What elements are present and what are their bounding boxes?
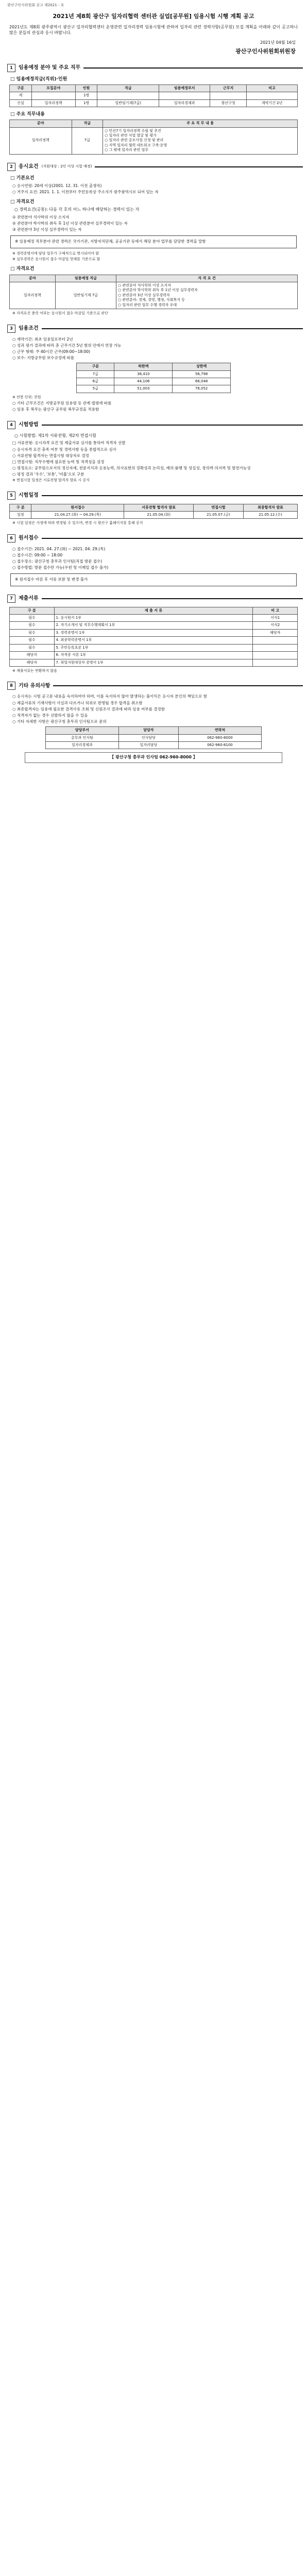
table-cell: 56,798	[173, 370, 231, 378]
list-item: ① 관련분야 석사학위 이상 소지자	[12, 215, 70, 220]
table-header: 담당자	[118, 727, 178, 734]
table-header: 임용예정 직급	[55, 275, 116, 282]
table-header: 제 출 서 류	[54, 607, 253, 614]
table-cell: 76,052	[173, 385, 231, 393]
list-item: ○ 거주지 요건: 2021. 1. 1. 이전부터 주민등록상 주소지가 광주광역시로 되어 있는 자	[12, 190, 159, 194]
qualification-table	[9, 275, 298, 310]
table-cell: 일자리담당	[118, 741, 178, 749]
table-row	[77, 378, 231, 385]
list-item: ○ 접수기간: 2021. 04. 27.(화) ~ 2021. 04. 29.(목)	[12, 546, 106, 551]
section-title: 원서접수	[19, 535, 39, 541]
table-cell: 38,410	[114, 370, 173, 378]
table-header: 인원	[75, 84, 97, 92]
section-title: 시험일정	[19, 492, 39, 498]
table-cell: 필수	[10, 622, 55, 629]
table-row	[10, 92, 298, 99]
table-cell: 21.05.07.(금)	[193, 512, 243, 519]
subheading: □ 기본요건	[10, 175, 35, 181]
table-row	[10, 637, 298, 644]
closing-contact: 【 광산구청 총무과 인사팀 062-960-8000 】	[25, 752, 282, 763]
table-row	[46, 741, 262, 749]
note: ※ 연봉 단위: 천원	[12, 395, 41, 399]
note: ※ 자격요건 충족 여부는 응시원서 접수 마감일 기준으로 판단	[12, 311, 108, 316]
application-box: ※ 원서접수 마감 후 서류 보완 및 변경 불가	[10, 573, 297, 586]
note: ※ 경력증명서에 담당 업무가 구체적으로 명시되어야 함	[12, 251, 99, 256]
table-cell: 21.04.27.(화) ~ 04.29.(목)	[31, 512, 124, 519]
documents-table	[9, 607, 298, 667]
list-item: ② 관련분야 학사학위 취득 후 1년 이상 관련분야 실무경력이 있는 자	[12, 221, 128, 226]
subheading: □ 자격요건	[10, 266, 35, 272]
list-item: ○ 서류전형 합격자는 면접시험 대상자로 결정	[12, 453, 89, 458]
section-title: 제출서류	[19, 595, 39, 601]
table-cell: 21.05.12.(수)	[244, 512, 298, 519]
table-row	[10, 614, 298, 621]
table-cell: 3. 경력증명서 1부	[54, 629, 253, 636]
section-divider	[42, 328, 303, 329]
table-header: 직급	[97, 84, 159, 92]
notice-page	[4, 0, 303, 763]
table-cell: 062-960-8100	[178, 741, 261, 749]
list-item: ○ 제출서류의 기재사항이 사실과 다르거나 허위로 판명될 경우 합격을 취소함	[12, 700, 143, 705]
table-cell: 서식2	[253, 622, 298, 629]
table-header: 모집분야	[31, 84, 75, 92]
table-cell: 44,106	[114, 378, 173, 385]
table-header: 서류전형 합격자 발표	[124, 504, 193, 511]
list-item: ○ 성과 평가 결과에 따라 총 근무기간 5년 범위 안에서 연장 가능	[12, 343, 122, 348]
note: ※ 시험 일정은 사정에 따라 변경될 수 있으며, 변경 시 광산구 홈페이지를 통해 공지	[12, 521, 143, 526]
qualification-box: ※ 임용예정 직무분야 관련 경력은 국가기관, 지방자치단체, 공공기관 등에서 해당 분야 업무를 담당한 경력을 말함	[10, 235, 297, 248]
table-cell: 서식1	[253, 614, 298, 621]
pay-table	[76, 363, 231, 393]
table-cell: 일자리정책	[10, 127, 72, 154]
table-header: 직급	[72, 120, 103, 127]
table-row	[10, 127, 298, 154]
table-cell: 7급	[77, 370, 114, 378]
table-header: 구분	[10, 84, 32, 92]
table-cell	[210, 92, 247, 99]
section-title: 기타 유의사항	[19, 683, 50, 689]
section-number: 5	[7, 492, 15, 500]
table-cell: 6급	[77, 378, 114, 385]
section-4-header	[7, 421, 303, 429]
list-item: ○ 최종합격자는 임용에 필요한 결격사유 조회 및 신원조사 결과에 따라 임용 여부를 결정함	[12, 706, 165, 711]
table-cell: 해당자	[253, 629, 298, 636]
table-header: 자 격 요 건	[116, 275, 298, 282]
table-row	[10, 629, 298, 636]
table-cell: 계약기간 2년	[247, 99, 298, 107]
table-row	[10, 282, 298, 309]
list-item: ○ 평정요소: 공무원으로서의 정신자세, 전문지식과 응용능력, 의사표현의 정확성과 논리성, 예의·품행 및 성실성, 창의력·의지력 및 발전가능성	[12, 465, 251, 470]
notes-list	[12, 694, 303, 724]
table-cell: 일자리경제과	[46, 741, 119, 749]
list-item: □ 서류전형: 응시자격 요건 및 제출서류 심사를 통하여 적격자 선발	[12, 440, 126, 446]
table-cell: 1. 응시원서 1부	[54, 614, 253, 621]
section-6-header	[7, 534, 303, 543]
list-item: □ 면접시험: 직무수행에 필요한 능력 및 적격성을 검정	[12, 459, 105, 464]
table-cell	[253, 652, 298, 659]
table-cell: 7. 취업지원대상자 증명서 1부	[54, 659, 253, 666]
table-row	[46, 734, 262, 741]
table-cell	[253, 659, 298, 666]
table-cell: 66,048	[173, 378, 231, 385]
section-7-header	[7, 595, 303, 603]
section-divider	[42, 495, 303, 496]
table-header: 원서접수	[31, 504, 124, 511]
section-divider	[95, 166, 303, 167]
list-item: ○ 계약기간: 최초 임용일로부터 2년	[12, 336, 73, 342]
table-cell: 4. 최종학력증명서 1부	[54, 637, 253, 644]
table-header: 비고	[247, 84, 298, 92]
table-cell: 1명	[75, 99, 97, 107]
table-row	[10, 99, 298, 107]
section-title-note: (지원대상 : 2인 이상 시험 예정)	[41, 164, 92, 169]
list-item: ○ 보수: 지방공무원 보수규정에 따름	[12, 355, 75, 361]
table-cell: 필수	[10, 629, 55, 636]
basic-requirements	[12, 183, 303, 195]
duties-table	[9, 120, 298, 155]
table-cell	[97, 92, 159, 99]
notice-title: 2021년 제8회 광산구 일자리협력 센터관 실업[공무원] 임용시험 시행 계획 공고	[53, 13, 254, 20]
table-cell: 인사담당	[118, 734, 178, 741]
table-cell: 5. 주민등록초본 1부	[54, 644, 253, 651]
table-cell: 6. 자격증 사본 1부	[54, 652, 253, 659]
notice-org: 광산구인사위원회위원장	[235, 47, 296, 55]
section-title: 임용예정 분야 및 주요 직무	[19, 64, 81, 71]
list-item: ○ 임용 후 복무는 광산구 공무원 복무규정을 적용함	[12, 407, 99, 412]
section-3-header	[7, 325, 303, 333]
table-header: 주 요 직 무 내 용	[103, 120, 298, 127]
section-divider	[42, 538, 303, 539]
table-cell: 필수	[10, 637, 55, 644]
list-item: ③ 관련분야 3년 이상 실무경력이 있는 자	[12, 227, 82, 232]
table-cell: ○ 관련분야 석사학위 이상 소지자 ○ 관련분야 학사학위 취득 후 1년 이상 실무경력자 ○ 관련분야 3년 이상 실무경력자 ○ 관련분야: 경제, 경영, 행정, 사회복지 등 ○ 일자리 관련 업무 수행 경력자 우대	[116, 282, 298, 309]
table-cell: 5급	[77, 385, 114, 393]
list-item: ○ 접수방법: 방문 접수만 가능(우편 및 이메일 접수 불가)	[12, 565, 109, 570]
table-row	[10, 652, 298, 659]
table-cell: 일정	[10, 512, 31, 519]
subheading: □ 주요 직무내용	[10, 111, 45, 117]
table-cell: 광산구청	[210, 99, 247, 107]
table-cell: 일자리경제과	[159, 99, 210, 107]
employment-conditions	[12, 337, 303, 361]
table-row	[10, 659, 298, 666]
table-header: 면접시험	[193, 504, 243, 511]
section-divider	[42, 598, 303, 599]
section-number: 6	[7, 534, 15, 543]
table-header: 분야	[10, 275, 56, 282]
list-item: ○ 적격자가 없는 경우 선발하지 않을 수 있음	[12, 713, 88, 718]
section-number: 1	[7, 64, 15, 72]
note: ※ 실무경력은 응시원서 접수 마감일 현재를 기준으로 함	[12, 257, 100, 261]
table-cell: 필수	[10, 644, 55, 651]
table-header: 임용예정부서	[159, 84, 210, 92]
section-number: 3	[7, 325, 15, 333]
section-number: 4	[7, 421, 15, 429]
list-item: ○ 평정 결과 '우수', '보통', '미흡'으로 구분	[12, 472, 84, 477]
table-cell: 필수	[10, 614, 55, 621]
table-header: 상한액	[173, 363, 231, 370]
table-row	[10, 622, 298, 629]
notice-number: 광산구인사위원회 공고 제2021 - 호	[7, 3, 64, 7]
table-cell: 1명	[75, 92, 97, 99]
qualification-list	[12, 215, 303, 232]
table-header: 근무지	[210, 84, 247, 92]
section-divider	[53, 685, 303, 686]
section-title: 시험방법	[19, 421, 39, 428]
table-header: 구 분	[10, 607, 55, 614]
list-item: ○ 응시연령: 20세 이상(2001. 12. 31. 이전 출생자)	[12, 183, 102, 188]
section-number: 2	[7, 163, 15, 171]
section-1-header	[7, 64, 303, 72]
table-cell: 일반임기제(7급)	[97, 99, 159, 107]
list-item: ○ 기타 자세한 사항은 광산구청 총무과 인사팀으로 문의	[12, 719, 107, 724]
exam-method: ○ 시험방법: 제1차 서류전형, 제2차 면접시험	[14, 433, 96, 438]
table-cell: 51,003	[114, 385, 173, 393]
notice-intro: 2021년도 제8회 광주광역시 광산구 일자리협력센터 운영관련 일자리경력 임용시험에 관하여 일자리 관련 경력사항(공무원) 모집 계획을 아래와 같이 공고하니 많은 분들의 관심과 응시 바랍니다.	[9, 25, 298, 36]
table-cell: 해당자	[10, 659, 55, 666]
table-cell: 총무과 인사팀	[46, 734, 119, 741]
section-8-header	[7, 682, 303, 690]
table-header: 하한액	[114, 363, 173, 370]
table-header: 비 고	[253, 607, 298, 614]
subheading: □ 자격요건	[10, 199, 35, 205]
subheading: □ 임용예정직급(직위)·인원	[10, 76, 67, 82]
contact-table	[45, 726, 262, 749]
table-row	[77, 370, 231, 378]
table-cell: 일반임기제 7급	[55, 282, 116, 309]
table-cell	[253, 637, 298, 644]
qualification-paragraph: ○ 경력요건(공통): 다음 각 호의 어느 하나에 해당하는 경력이 있는 자	[14, 207, 140, 212]
table-header: 구 분	[10, 504, 31, 511]
schedule-table	[9, 504, 298, 519]
exam-details	[12, 440, 303, 477]
table-cell: 21.05.04.(화)	[124, 512, 193, 519]
table-cell	[253, 644, 298, 651]
table-header: 분야	[10, 120, 72, 127]
list-item: ○ 기타 근무조건은 지방공무원 임용령 등 관계 법령에 따름	[12, 401, 112, 406]
table-cell: 신설	[10, 99, 32, 107]
extra-conditions	[12, 401, 303, 412]
section-divider	[42, 425, 303, 426]
list-item: ○ 근무 형태: 주 40시간 근무(09:00~18:00)	[12, 349, 91, 354]
table-row	[10, 644, 298, 651]
section-title: 임용조건	[19, 325, 39, 331]
table-row	[77, 385, 231, 393]
table-cell: 계	[10, 92, 32, 99]
note: ※ 제출서류는 반환하지 않음	[12, 669, 57, 673]
list-item: ○ 접수장소: 광산구청 총무과 인사팀(직접 방문 접수)	[12, 559, 103, 564]
table-cell: 2. 자기소개서 및 직무수행계획서 1부	[54, 622, 253, 629]
section-5-header	[7, 492, 303, 500]
section-2-header	[7, 163, 303, 171]
application-details	[12, 547, 303, 571]
table-cell	[159, 92, 210, 99]
section-number: 8	[7, 682, 15, 690]
table-header: 구분	[77, 363, 114, 370]
table-header: 연락처	[178, 727, 261, 734]
list-item: ○ 응시자는 시험 공고문 내용을 숙지하여야 하며, 이를 숙지하지 않아 발생하는 불이익은 응시자 본인의 책임으로 함	[12, 694, 207, 699]
table-header: 최종합격자 발표	[244, 504, 298, 511]
table-cell: 해당자	[10, 652, 55, 659]
table-cell: ○ 민선7기 일자리정책 수립 및 추진 ○ 일자리 관련 사업 발굴 및 평가 ○ 일자리 관련 공모사업 신청 및 관리 ○ 지역 일자리 협력 네트워크 구축·운영 ○ 그 밖에 일자리 관련 업무	[103, 127, 298, 154]
section-title: 응시요건	[19, 163, 39, 170]
section-number: 7	[7, 595, 15, 603]
table-cell: 일자리정책	[10, 282, 56, 309]
table-cell: 062-960-8000	[178, 734, 261, 741]
list-item: ○ 접수시간: 09:00 ~ 18:00	[12, 553, 63, 557]
positions-table	[9, 84, 298, 107]
list-item: ○ 응시자격 요건 충족 여부 및 경력사항 등을 종합적으로 심사	[12, 447, 116, 452]
note: ※ 면접시험 일정은 서류전형 합격자 발표 시 공지	[12, 478, 90, 483]
table-cell: 7급	[72, 127, 103, 154]
table-cell	[247, 92, 298, 99]
table-cell	[31, 92, 75, 99]
notice-date: 2021년 04월 16일	[260, 40, 296, 45]
section-divider	[83, 67, 303, 69]
table-header: 담당부서	[46, 727, 119, 734]
table-cell: 일자리정책	[31, 99, 75, 107]
